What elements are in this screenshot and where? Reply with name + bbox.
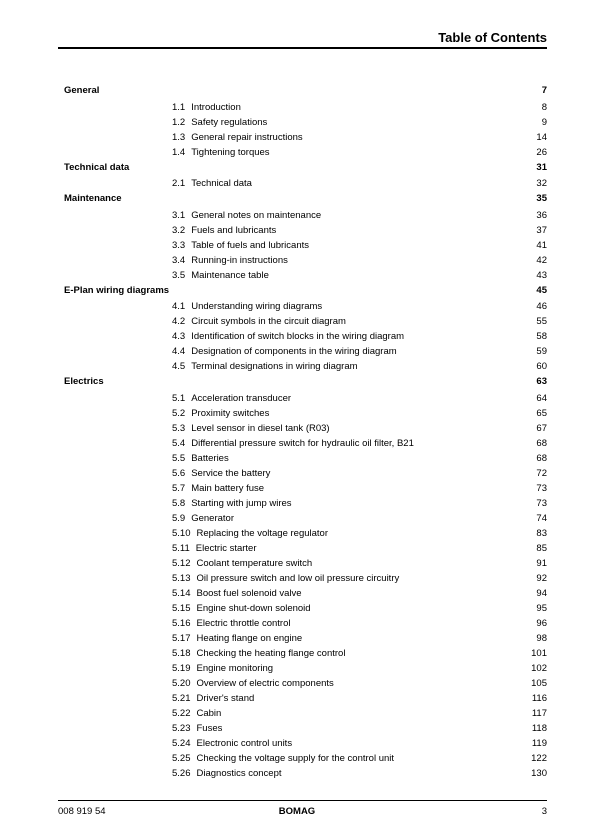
toc-entry-title: Electric throttle control	[196, 617, 291, 629]
brand-name: BOMAG	[278, 806, 316, 817]
toc-entry-page: 117	[531, 707, 547, 719]
toc-entry-row[interactable]	[64, 451, 547, 466]
toc-section-title: General	[64, 85, 100, 96]
toc-entry-page: 95	[536, 602, 547, 614]
toc-entry-page: 92	[536, 572, 547, 584]
toc-section-row[interactable]	[64, 83, 547, 98]
toc-section-page: 45	[536, 284, 547, 296]
toc-entry-title: Engine monitoring	[196, 662, 274, 674]
toc-entry-row[interactable]	[64, 391, 547, 406]
toc-entry-row[interactable]	[64, 238, 547, 253]
toc-section-title: Maintenance	[64, 193, 122, 205]
toc-entry-row[interactable]	[64, 511, 547, 526]
toc-entry-page: 118	[531, 722, 547, 734]
toc-entry-row[interactable]	[64, 176, 547, 191]
toc-entry-row[interactable]	[64, 541, 547, 556]
toc-entry-number: 2.1	[172, 178, 186, 190]
toc-entry-title: Terminal designations in wiring diagram	[191, 361, 358, 373]
toc-entry-row[interactable]	[64, 706, 547, 721]
toc-entry-title: Maintenance table	[191, 269, 269, 281]
toc-entry-page: 73	[536, 497, 547, 509]
toc-entry-row[interactable]	[64, 268, 547, 283]
toc-section-row[interactable]	[64, 374, 547, 389]
toc-entry-title: Tightening torques	[191, 146, 270, 158]
toc-entry-number: 4.5	[172, 361, 186, 373]
toc-entry-title: Differential pressure switch for hydraulic oil filter, B21	[191, 437, 414, 449]
toc-section-row[interactable]	[64, 160, 547, 175]
toc-section-page: 31	[536, 161, 547, 173]
toc-entry-row[interactable]	[64, 691, 547, 706]
toc-entry-number: 5.20	[172, 677, 191, 689]
toc-entry-page: 101	[531, 647, 547, 659]
toc-entry-number: 5.11	[172, 542, 190, 554]
toc-entry-number: 5.5	[172, 452, 186, 464]
toc-entry-title: Checking the heating flange control	[196, 647, 346, 659]
toc-entry-title: Replacing the voltage regulator	[196, 527, 329, 539]
toc-entry-row[interactable]	[64, 646, 547, 661]
toc-entry-page: 122	[531, 752, 547, 764]
toc-entry-title: Fuses	[196, 722, 223, 734]
toc-entry-number: 5.18	[172, 647, 191, 659]
toc-entry-title: Understanding wiring diagrams	[191, 301, 323, 313]
document-number: 008 919 54	[58, 806, 106, 817]
toc-entry-title: Checking the voltage supply for the control unit	[196, 752, 395, 764]
toc-entry-page: 72	[536, 467, 547, 479]
toc-entry-number: 4.4	[172, 346, 186, 358]
toc-entry-row[interactable]	[64, 130, 547, 145]
toc-entry-title: Generator	[191, 512, 234, 524]
toc-entry-page: 116	[531, 692, 547, 704]
toc-entry-page: 14	[536, 131, 547, 143]
toc-entry-title: Batteries	[191, 452, 229, 464]
toc-entry-row[interactable]	[64, 676, 547, 691]
toc-entry-number: 5.4	[172, 437, 186, 449]
toc-entry-row[interactable]	[64, 344, 547, 359]
toc-section-title: E-Plan wiring diagrams	[64, 284, 170, 296]
toc-entry-number: 5.3	[172, 422, 186, 434]
toc-entry-title: Acceleration transducer	[191, 392, 292, 404]
toc-entry-page: 68	[536, 452, 547, 464]
toc-entry-row[interactable]	[64, 661, 547, 676]
toc-entry-page: 105	[531, 677, 547, 689]
toc-entry-row[interactable]	[64, 100, 547, 115]
toc-entry-row[interactable]	[64, 208, 547, 223]
toc-entry-page: 46	[536, 301, 547, 313]
toc-entry-title: Overview of electric components	[196, 677, 334, 689]
toc-entry-title: Engine shut-down solenoid	[196, 602, 311, 614]
toc-entry-number: 5.26	[172, 767, 191, 779]
toc-entry-row[interactable]	[64, 736, 547, 751]
toc-entry-number: 5.25	[172, 752, 191, 764]
toc-entry-row[interactable]	[64, 496, 547, 511]
toc-entry-number: 5.1	[172, 392, 186, 404]
toc-entry-page: 64	[536, 392, 547, 404]
toc-entry-row[interactable]	[64, 556, 547, 571]
toc-entry-row[interactable]	[64, 481, 547, 496]
toc-entry-number: 5.8	[172, 497, 186, 509]
toc-entry-number: 5.2	[172, 407, 186, 419]
toc-entry-title: Technical data	[191, 178, 252, 190]
toc-entry-row[interactable]	[64, 145, 547, 160]
toc-entry-number: 1.2	[172, 116, 186, 128]
toc-entry-page: 8	[541, 101, 547, 113]
toc-entry-title: Diagnostics concept	[196, 767, 282, 779]
toc-entry-title: Level sensor in diesel tank (R03)	[191, 422, 330, 434]
toc-entry-title: Cabin	[196, 707, 222, 719]
header-divider	[58, 47, 547, 49]
toc-entry-page: 73	[536, 482, 547, 494]
toc-entry-row[interactable]	[64, 526, 547, 541]
toc-entry-page: 65	[536, 407, 547, 419]
toc-entry-number: 5.21	[172, 692, 191, 704]
toc-entry-title: Coolant temperature switch	[196, 557, 313, 569]
toc-entry-row[interactable]	[64, 329, 547, 344]
toc-entry-page: 98	[536, 632, 547, 644]
toc-entry-number: 5.15	[172, 602, 191, 614]
toc-entry-row[interactable]	[64, 314, 547, 329]
toc-entry-number: 3.1	[172, 209, 186, 221]
toc-entry-page: 36	[536, 209, 547, 221]
toc-entry-number: 1.3	[172, 131, 186, 143]
toc-entry-page: 42	[536, 254, 547, 266]
toc-entry-number: 5.7	[172, 482, 186, 494]
toc-entry-number: 4.1	[172, 301, 186, 313]
toc-entry-title: Starting with jump wires	[191, 497, 292, 509]
toc-entry-page: 41	[536, 239, 547, 251]
toc-entry-page: 74	[536, 512, 547, 524]
toc-entry-title: Service the battery	[191, 467, 271, 479]
toc-entry-title: Electronic control units	[196, 737, 293, 749]
toc-entry-title: Driver's stand	[196, 692, 255, 704]
toc-entry-page: 26	[536, 146, 547, 158]
toc-entry-title: Boost fuel solenoid valve	[196, 587, 302, 599]
toc-entry-number: 1.1	[172, 101, 186, 113]
toc-entry-row[interactable]	[64, 571, 547, 586]
toc-entry-row[interactable]	[64, 436, 547, 451]
toc-entry-row[interactable]	[64, 115, 547, 130]
toc-entry-number: 5.17	[172, 632, 191, 644]
footer-divider	[58, 800, 547, 801]
toc-entry-page: 67	[536, 422, 547, 434]
toc-entry-row[interactable]	[64, 631, 547, 646]
toc-section-page: 63	[536, 376, 547, 388]
toc-section-row[interactable]	[64, 191, 547, 206]
toc-entry-number: 5.14	[172, 587, 191, 599]
toc-entry-row[interactable]	[64, 766, 547, 781]
toc-entry-page: 37	[536, 224, 547, 236]
toc-entry-title: Safety regulations	[191, 116, 268, 128]
toc-entry-page: 55	[536, 316, 547, 328]
toc-entry-number: 5.19	[172, 662, 191, 674]
toc-entry-page: 60	[536, 361, 547, 373]
toc-entry-row[interactable]	[64, 601, 547, 616]
toc-entry-title: Designation of components in the wiring diagram	[191, 346, 397, 358]
toc-entry-page: 9	[541, 116, 547, 128]
toc-entry-page: 58	[536, 331, 547, 343]
toc-entry-page: 32	[536, 178, 547, 190]
toc-entry-title: Circuit symbols in the circuit diagram	[191, 316, 346, 328]
toc-section-row[interactable]	[64, 283, 547, 298]
toc-entry-number: 5.12	[172, 557, 191, 569]
toc-entry-number: 5.22	[172, 707, 191, 719]
toc-entry-number: 4.3	[172, 331, 186, 343]
toc-entry-number: 3.2	[172, 224, 186, 236]
toc-entry-number: 3.3	[172, 239, 186, 251]
toc-entry-number: 5.24	[172, 737, 191, 749]
toc-entry-row[interactable]	[64, 616, 547, 631]
toc-entry-title: Table of fuels and lubricants	[191, 239, 309, 251]
toc-entry-row[interactable]	[64, 721, 547, 736]
toc-entry-number: 5.23	[172, 722, 191, 734]
toc-entry-row[interactable]	[64, 421, 547, 436]
toc-entry-row[interactable]	[64, 406, 547, 421]
toc-entry-page: 94	[536, 587, 547, 599]
toc-entry-row[interactable]	[64, 299, 547, 314]
toc-section-page: 7	[541, 85, 547, 96]
toc-entry-title: Heating flange on engine	[196, 632, 303, 644]
toc-entry-row[interactable]	[64, 751, 547, 766]
toc-entry-number: 3.4	[172, 254, 186, 266]
toc-entry-row[interactable]	[64, 586, 547, 601]
toc-entry-page: 130	[531, 767, 547, 779]
toc-entry-title: General notes on maintenance	[191, 209, 322, 221]
toc-entry-title: Running-in instructions	[191, 254, 288, 266]
toc-entry-page: 119	[531, 737, 547, 749]
toc-entry-title: Oil pressure switch and low oil pressure circuitry	[196, 572, 400, 584]
toc-section-title: Electrics	[64, 376, 104, 388]
toc-entry-page: 43	[536, 269, 547, 281]
toc-entry-row[interactable]	[64, 359, 547, 374]
toc-entry-number: 5.9	[172, 512, 186, 524]
toc-entry-title: Identification of switch blocks in the wiring diagram	[191, 331, 405, 343]
toc-entry-number: 5.13	[172, 572, 191, 584]
toc-entry-row[interactable]	[64, 253, 547, 268]
toc-entry-page: 83	[536, 527, 547, 539]
toc-entry-page: 59	[536, 346, 547, 358]
toc-section-title: Technical data	[64, 161, 130, 173]
toc-entry-page: 96	[536, 617, 547, 629]
toc-entry-title: Proximity switches	[191, 407, 270, 419]
page-number: 3	[541, 806, 547, 817]
toc-entry-title: Electric starter	[195, 542, 257, 554]
toc-section-page: 35	[536, 193, 547, 205]
toc-entry-number: 1.4	[172, 146, 186, 158]
toc-entry-row[interactable]	[64, 466, 547, 481]
toc-entry-title: Introduction	[191, 101, 241, 113]
toc-entry-number: 5.6	[172, 467, 186, 479]
toc-entry-row[interactable]	[64, 223, 547, 238]
toc-entry-title: General repair instructions	[191, 131, 303, 143]
toc-entry-page: 91	[536, 557, 547, 569]
toc-entry-title: Fuels and lubricants	[191, 224, 277, 236]
page-title: Table of Contents	[438, 30, 547, 45]
table-of-contents	[64, 83, 547, 781]
toc-entry-number: 5.10	[172, 527, 191, 539]
toc-entry-number: 5.16	[172, 617, 191, 629]
toc-entry-title: Main battery fuse	[191, 482, 265, 494]
toc-entry-page: 102	[531, 662, 547, 674]
toc-entry-number: 4.2	[172, 316, 186, 328]
toc-entry-page: 85	[536, 542, 547, 554]
toc-entry-number: 3.5	[172, 269, 186, 281]
toc-entry-page: 68	[536, 437, 547, 449]
